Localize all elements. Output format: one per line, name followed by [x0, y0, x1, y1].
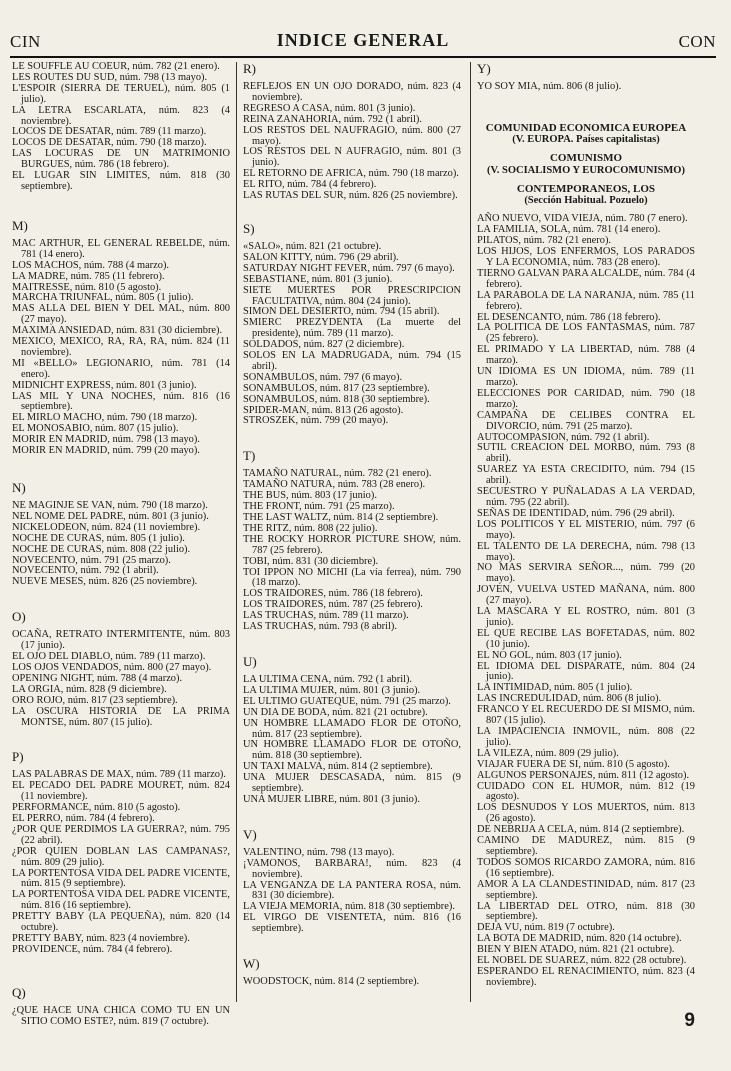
index-entry: NOVECENTO, núm. 792 (1 abril).: [12, 565, 159, 577]
index-entry: PRETTY BABY (LA PEQUEÑA), núm. 820 (14 octubre).: [12, 911, 230, 934]
index-entry: MAITRESSE, núm. 810 (5 agosto).: [12, 281, 162, 293]
index-entry: LE SOUFFLE AU COEUR, núm. 782 (21 enero).: [12, 61, 220, 72]
index-entry: LA POLITICA DE LOS FANTASMAS, núm. 787 (25 febrero).: [477, 322, 695, 345]
index-entry: TAMAÑO NATURAL, núm. 782 (21 enero).: [243, 468, 432, 480]
index-entry: PROVIDENCE, núm. 784 (4 febrero).: [12, 943, 173, 955]
index-entry: UN DIA DE BODA, núm. 821 (21 octubre).: [243, 706, 428, 718]
index-entry: EL NOBEL DE SUAREZ, núm. 822 (28 octubre).: [477, 955, 687, 967]
index-entry: LA FAMILIA, SOLA, núm. 781 (14 enero).: [477, 224, 661, 236]
index-entry: MAC ARTHUR, EL GENERAL REBELDE, núm. 781 (14 enero).: [12, 237, 230, 260]
index-entry: UN TAXI MALVA, núm. 814 (2 septiembre).: [243, 761, 433, 773]
index-entry: FRANCO Y EL RECUERDO DE SI MISMO, núm. 807 (15 julio).: [477, 704, 695, 727]
index-entry: MI «BELLO» LEGIONARIO, núm. 781 (14 enero).: [12, 357, 230, 380]
index-entry: TOI IPPON NO MICHI (La vía ferrea), núm. 790 (18 marzo).: [243, 566, 461, 589]
index-entry: THE FRONT, núm. 791 (25 marzo).: [243, 501, 395, 513]
index-entry: MEXICO, MEXICO, RA, RA, RA, núm. 824 (11 noviembre).: [12, 336, 230, 358]
index-entry: LA LETRA ESCARLATA, núm. 823 (4 noviembre).: [12, 104, 230, 127]
index-entry: AMOR A LA CLANDESTINIDAD, núm. 817 (23 septiembre).: [477, 878, 695, 901]
index-entry: BIEN Y BIEN ATADO, núm. 821 (21 octubre).: [477, 944, 675, 956]
cross-reference: (Sección Habitual. Pozuelo): [524, 195, 648, 207]
index-entry: LA BOTA DE MADRID, núm. 820 (14 octubre).: [477, 933, 682, 945]
index-entry: LA ULTIMA CENA, núm. 792 (1 abril).: [243, 673, 413, 685]
entry-list: [243, 82, 461, 202]
index-entry: EL MONOSABIO, núm. 807 (15 julio).: [12, 423, 179, 435]
index-entry: UN HOMBRE LLAMADO FLOR DE OTOÑO, núm. 817 (23 septiembre).: [243, 717, 461, 740]
index-entry: EL NO GOL, núm. 803 (17 junio).: [477, 649, 622, 661]
index-entry: MARCHA TRIUNFAL, núm. 805 (1 julio).: [12, 292, 194, 304]
entry-list: [12, 630, 230, 728]
index-entry: SOLDADOS, núm. 827 (2 diciembre).: [243, 339, 405, 351]
index-entry: ESPERANDO EL RENACIMIENTO, núm. 823 (4 noviembre).: [477, 965, 695, 988]
index-entry: LA VILEZA, núm. 809 (29 julio).: [477, 747, 619, 759]
column-divider: [470, 62, 471, 1002]
index-entry: EL OJO DEL DIABLO, núm. 789 (11 marzo).: [12, 651, 206, 663]
subject-heading: COMUNIDAD ECONOMICA EUROPEA: [485, 121, 687, 134]
entry-list: [243, 848, 461, 935]
index-entry: PERFORMANCE, núm. 810 (5 agosto).: [12, 802, 181, 814]
entry-list: [477, 214, 695, 988]
index-entry: LAS TRUCHAS, núm. 793 (8 abril).: [243, 621, 397, 633]
index-entry: EL ULTIMO GUATEQUE, núm. 791 (25 marzo).: [243, 695, 451, 707]
index-entry: DE NEBRIJA A CELA, núm. 814 (2 septiembre).: [477, 824, 685, 836]
cross-reference: (V. EUROPA. Países capitalistas): [512, 134, 660, 146]
index-entry: MAS ALLA DEL BIEN Y DEL MAL, núm. 800 (27 mayo).: [12, 303, 230, 326]
index-entry: THE BUS, núm. 803 (17 junio).: [243, 490, 377, 502]
entry-list: [12, 501, 230, 588]
index-entry: UN HOMBRE LLAMADO FLOR DE OTOÑO, núm. 818 (30 septiembre).: [243, 739, 461, 762]
index-entry: UNA MUJER LIBRE, núm. 801 (3 junio).: [243, 793, 420, 805]
index-entry: LAS RUTAS DEL SUR, núm. 826 (25 noviembre).: [243, 190, 458, 202]
index-entry: TODOS SOMOS RICARDO ZAMORA, núm. 816 (16 septiembre).: [477, 856, 695, 879]
index-entry: NOVECENTO, núm. 791 (25 marzo).: [12, 554, 171, 566]
entry-list: [12, 62, 230, 193]
index-entry: LOS RESTOS DEL NAUFRAGIO, núm. 800 (27 mayo).: [243, 124, 461, 147]
index-entry: VIAJAR FUERA DE SI, núm. 810 (5 agosto).: [477, 758, 670, 770]
section-letter: V): [243, 826, 257, 842]
index-entry: LA IMPACIENCIA INMOVIL, núm. 808 (22 julio).: [477, 726, 695, 748]
index-entry: L'ESPOIR (SIERRA DE TERUEL), núm. 805 (1 julio).: [12, 82, 230, 105]
index-entry: LA PARABOLA DE LA NARANJA, núm. 785 (11 febrero).: [477, 289, 695, 312]
section-letter: W): [243, 956, 260, 972]
entry-list: [243, 469, 461, 633]
index-column-middle: [243, 62, 461, 988]
entry-list: [12, 770, 230, 955]
index-entry: TOBI, núm. 831 (30 diciembre).: [243, 555, 379, 567]
index-entry: LOS RESTOS DEL N AUFRAGIO, núm. 801 (3 junio).: [243, 146, 461, 169]
column-divider: [236, 62, 237, 1002]
index-entry: EL RITO, núm. 784 (4 febrero).: [243, 179, 377, 191]
index-entry: MIDNICHT EXPRESS, núm. 801 (3 junio).: [12, 379, 197, 391]
index-entry: MORIR EN MADRID, núm. 798 (13 mayo).: [12, 434, 200, 446]
index-entry: VALENTINO, núm. 798 (13 mayo).: [243, 846, 395, 858]
index-entry: LA INTIMIDAD, núm. 805 (1 julio).: [477, 682, 633, 694]
page-title: INDICE GENERAL: [276, 30, 450, 50]
index-entry: CAMINO DE MADUREZ, núm. 815 (9 septiembre).: [477, 835, 695, 857]
index-entry: LA MASCARA Y EL ROSTRO, núm. 801 (3 junio).: [477, 606, 695, 628]
index-entry: LA VENGANZA DE LA PANTERA ROSA, núm. 831 (30 diciembre).: [243, 879, 461, 902]
index-entry: LOCOS DE DESATAR, núm. 789 (11 marzo).: [12, 126, 207, 138]
index-entry: ALGUNOS PERSONAJES, núm. 811 (12 agosto).: [477, 769, 690, 781]
index-entry: JOVEN, VUELVA USTED MAÑANA, núm. 800 (27 mayo).: [477, 584, 695, 607]
index-entry: EL TALENTO DE LA DERECHA, núm. 798 (13 mayo).: [477, 540, 695, 563]
index-entry: LOCOS DE DESATAR, núm. 790 (18 marzo).: [12, 137, 207, 149]
index-entry: EL PECADO DEL PADRE MOURET, núm. 824 (11 noviembre).: [12, 780, 230, 803]
section-letter: S): [243, 220, 255, 236]
index-entry: SUAREZ YA ESTA CRECIDITO, núm. 794 (15 abril).: [477, 464, 695, 487]
index-entry: LA ORGIA, núm. 828 (9 diciembre).: [12, 683, 167, 695]
index-entry: LOS HIJOS, LOS ENFERMOS, LOS PARADOS Y LA ECONOMIA, núm. 783 (28 enero).: [477, 246, 695, 269]
subject-heading: COMUNISMO: [549, 152, 623, 165]
index-entry: EL PRIMADO Y LA LIBERTAD, núm. 788 (4 marzo).: [477, 344, 695, 367]
index-entry: LA ULTIMA MUJER, núm. 801 (3 junio).: [243, 684, 421, 696]
section-letter: Y): [477, 61, 491, 76]
index-entry: LA MADRE, núm. 785 (11 febrero).: [12, 270, 165, 282]
index-entry: LOS OJOS VENDADOS, núm. 800 (27 mayo).: [12, 661, 212, 673]
index-entry: SONAMBULOS, núm. 797 (6 mayo).: [243, 371, 403, 383]
index-entry: OPENING NIGHT, núm. 788 (4 marzo).: [12, 672, 183, 684]
section-letter: N): [12, 480, 26, 495]
index-entry: SMIERC PREZYDENTA (La muerte del presidente), núm. 789 (11 marzo).: [243, 317, 461, 340]
index-entry: SPIDER-MAN, núm. 813 (26 agosto).: [243, 404, 404, 416]
index-entry: SALON KITTY, núm. 796 (29 abril).: [243, 251, 399, 263]
entry-list: [12, 1006, 230, 1028]
index-entry: LA LIBERTAD DEL OTRO, núm. 818 (30 septiembre).: [477, 900, 695, 923]
index-entry: SECUESTRO Y PUÑALADAS A LA VERDAD, núm. 795 (22 abril).: [477, 486, 695, 508]
index-entry: NOCHE DE CURAS, núm. 808 (22 julio).: [12, 543, 191, 555]
section-letter: M): [12, 217, 28, 233]
index-entry: SUTIL CREACION DEL MORBO, núm. 793 (8 abril).: [477, 442, 695, 465]
index-entry: UN IDIOMA ES UN IDIOMA, núm. 789 (11 marzo).: [477, 366, 695, 388]
index-entry: YO SOY MIA, núm. 806 (8 julio).: [477, 81, 622, 92]
index-entry: THE RITZ, núm. 808 (22 julio).: [243, 522, 378, 534]
section-letter: R): [243, 61, 256, 76]
index-entry: LOS TRAIDORES, núm. 786 (18 febrero).: [243, 588, 423, 600]
index-entry: EL DESENCANTO, núm. 786 (18 febrero).: [477, 311, 661, 323]
index-entry: LOS DESNUDOS Y LOS MUERTOS, núm. 813 (26 agosto).: [477, 802, 695, 825]
entry-list: [243, 675, 461, 806]
index-entry: TIERNO GALVAN PARA ALCALDE, núm. 784 (4 febrero).: [477, 267, 695, 290]
index-entry: EL MIRLO MACHO, núm. 790 (18 marzo).: [12, 412, 198, 424]
index-entry: DEJA VU, núm. 819 (7 octubre).: [477, 922, 615, 934]
index-entry: ELECCIONES POR CARIDAD, núm. 790 (18 marzo).: [477, 387, 695, 410]
header-right-guide-word: CON: [678, 32, 716, 51]
index-entry: ¿POR QUIEN DOBLAN LAS CAMPANAS?, núm. 809 (29 julio).: [12, 845, 230, 868]
index-entry: THE ROCKY HORROR PICTURE SHOW, núm. 787 (25 febrero).: [243, 533, 461, 556]
index-entry: EL PERRO, núm. 784 (4 febrero).: [12, 813, 155, 825]
index-entry: NICKELODEON, núm. 824 (11 noviembre).: [12, 521, 201, 533]
index-entry: SEÑAS DE IDENTIDAD, núm. 796 (29 abril).: [477, 507, 675, 519]
index-entry: LA OSCURA HISTORIA DE LA PRIMA MONTSE, núm. 807 (15 julio).: [12, 705, 230, 728]
index-entry: SIETE MUERTES POR PRESCRIPCION FACULTATIVA, núm. 804 (24 junio).: [243, 284, 461, 307]
section-letter: P): [12, 749, 24, 765]
page-number: 9: [684, 1010, 695, 1031]
index-entry: CAMPAÑA DE CELIBES CONTRA EL DIVORCIO, núm. 791 (25 marzo).: [477, 409, 695, 432]
index-entry: NE MAGINJE SE VAN, núm. 790 (18 marzo).: [12, 500, 208, 511]
index-entry: ¿POR QUE PERDIMOS LA GUERRA?, núm. 795 (22 abril).: [12, 823, 230, 846]
index-entry: SIMON DEL DESIERTO, núm. 794 (15 abril).: [243, 306, 440, 318]
entry-list: [243, 977, 461, 988]
entry-list: [243, 242, 461, 427]
index-entry: SATURDAY NIGHT FEVER, núm. 797 (6 mayo).: [243, 262, 455, 274]
header-left-guide-word: CIN: [10, 32, 41, 51]
index-entry: LA PORTENTOSA VIDA DEL PADRE VICENTE, núm. 815 (9 septiembre).: [12, 867, 230, 890]
section-letter: O): [12, 609, 26, 625]
index-entry: NUEVE MESES, núm. 826 (25 noviembre).: [12, 576, 198, 588]
index-entry: EL RETORNO DE AFRICA, núm. 790 (18 marzo).: [243, 168, 459, 180]
index-entry: UNA MUJER DESCASADA, núm. 815 (9 septiembre).: [243, 772, 461, 795]
index-entry: REFLEJOS EN UN OJO DORADO, núm. 823 (4 noviembre).: [243, 81, 461, 103]
index-entry: SONAMBULOS, núm. 817 (23 septiembre).: [243, 382, 430, 394]
index-entry: LA VIEJA MEMORIA, núm. 818 (30 septiembre).: [243, 901, 455, 913]
index-entry: EL LUGAR SIN LIMITES, núm. 818 (30 septiembre).: [12, 170, 230, 192]
index-entry: STROSZEK, núm. 799 (20 mayo).: [243, 415, 389, 427]
index-entry: ¿QUE HACE UNA CHICA COMO TU EN UN SITIO COMO ESTE?, núm. 819 (7 octubre).: [12, 1004, 230, 1027]
index-entry: MAXIMA ANSIEDAD, núm. 831 (30 diciembre).: [12, 325, 223, 337]
index-entry: ¡VAMONOS, BARBARA!, núm. 823 (4 noviembre).: [243, 857, 461, 880]
index-column-left: [12, 62, 230, 1028]
index-entry: EL QUE RECIBE LAS BOFETADAS, núm. 802 (10 junio).: [477, 627, 695, 650]
index-entry: LAS MIL Y UNA NOCHES, núm. 816 (16 septiembre).: [12, 390, 230, 413]
index-entry: ORO ROJO, núm. 817 (23 septiembre).: [12, 694, 178, 706]
index-entry: NOCHE DE CURAS, núm. 805 (1 julio).: [12, 532, 185, 544]
index-entry: EL IDIOMA DEL DISPARATE, núm. 804 (24 junio).: [477, 660, 695, 683]
index-entry: OCAÑA, RETRATO INTERMITENTE, núm. 803 (17 junio).: [12, 629, 230, 652]
section-letter: T): [243, 448, 256, 464]
index-entry: REGRESO A CASA, núm. 801 (3 junio).: [243, 102, 416, 114]
index-entry: LAS TRUCHAS, núm. 789 (11 marzo).: [243, 610, 409, 622]
index-entry: TAMAÑO NATURA, núm. 783 (28 enero).: [243, 479, 426, 491]
section-letter: U): [243, 653, 257, 669]
index-entry: LAS LOCURAS DE UN MATRIMONIO BURGUES, núm. 786 (18 febrero).: [12, 148, 230, 171]
entry-list: [12, 239, 230, 457]
index-entry: NEL NOME DEL PADRE, núm. 801 (3 junio).: [12, 510, 209, 522]
index-entry: AUTOCOMPASION, núm. 792 (1 abril).: [477, 431, 650, 443]
index-column-right: [477, 62, 695, 989]
index-entry: LOS POLITICOS Y EL MISTERIO, núm. 797 (6 mayo).: [477, 518, 695, 541]
index-entry: MORIR EN MADRID, núm. 799 (20 mayo).: [12, 445, 200, 457]
index-entry: PILATOS, núm. 782 (21 enero).: [477, 235, 612, 247]
index-entry: LOS TRAIDORES, núm. 787 (25 febrero).: [243, 599, 423, 611]
index-entry: «SALO», núm. 821 (21 octubre).: [243, 240, 382, 252]
index-entry: CUIDADO CON EL HUMOR, núm. 812 (19 agosto).: [477, 780, 695, 803]
index-entry: LES ROUTES DU SUD, núm. 798 (13 mayo).: [12, 71, 208, 83]
index-entry: THE LAST WALTZ, núm. 814 (2 septiembre).: [243, 512, 439, 523]
index-entry: REINA ZANAHORIA, núm. 792 (1 abril).: [243, 113, 422, 125]
section-letter: Q): [12, 984, 26, 1000]
index-entry: NO MAS SERVIRA SEÑOR..., núm. 799 (20 mayo).: [477, 562, 695, 585]
header-rule: [10, 56, 716, 58]
page-header: [10, 28, 716, 56]
index-entry: LAS PALABRAS DE MAX, núm. 789 (11 marzo).: [12, 769, 226, 781]
index-entry: WOODSTOCK, núm. 814 (2 septiembre).: [243, 976, 420, 988]
index-entry: SONAMBULOS, núm. 818 (30 septiembre).: [243, 393, 430, 405]
index-entry: LAS INCREDULIDAD, núm. 806 (8 julio).: [477, 693, 662, 705]
cross-reference: (V. SOCIALISMO Y EUROCOMUNISMO): [487, 164, 685, 176]
index-entry: SEBASTIANE, núm. 801 (3 junio).: [243, 273, 393, 285]
index-entry: SOLOS EN LA MADRUGADA, núm. 794 (15 abril).: [243, 350, 461, 372]
index-entry: LA PORTENTOSA VIDA DEL PADRE VICENTE, núm. 816 (16 septiembre).: [12, 889, 230, 912]
entry-list: [477, 82, 695, 93]
index-entry: EL VIRGO DE VISENTETA, núm. 816 (16 septiembre).: [243, 912, 461, 935]
index-entry: AÑO NUEVO, VIDA VIEJA, núm. 780 (7 enero).: [477, 213, 688, 225]
index-entry: LOS MACHOS, núm. 788 (4 marzo).: [12, 259, 170, 271]
index-entry: PRETTY BABY, núm. 823 (4 noviembre).: [12, 933, 190, 944]
subject-heading: CONTEMPORANEOS, LOS: [516, 182, 656, 195]
